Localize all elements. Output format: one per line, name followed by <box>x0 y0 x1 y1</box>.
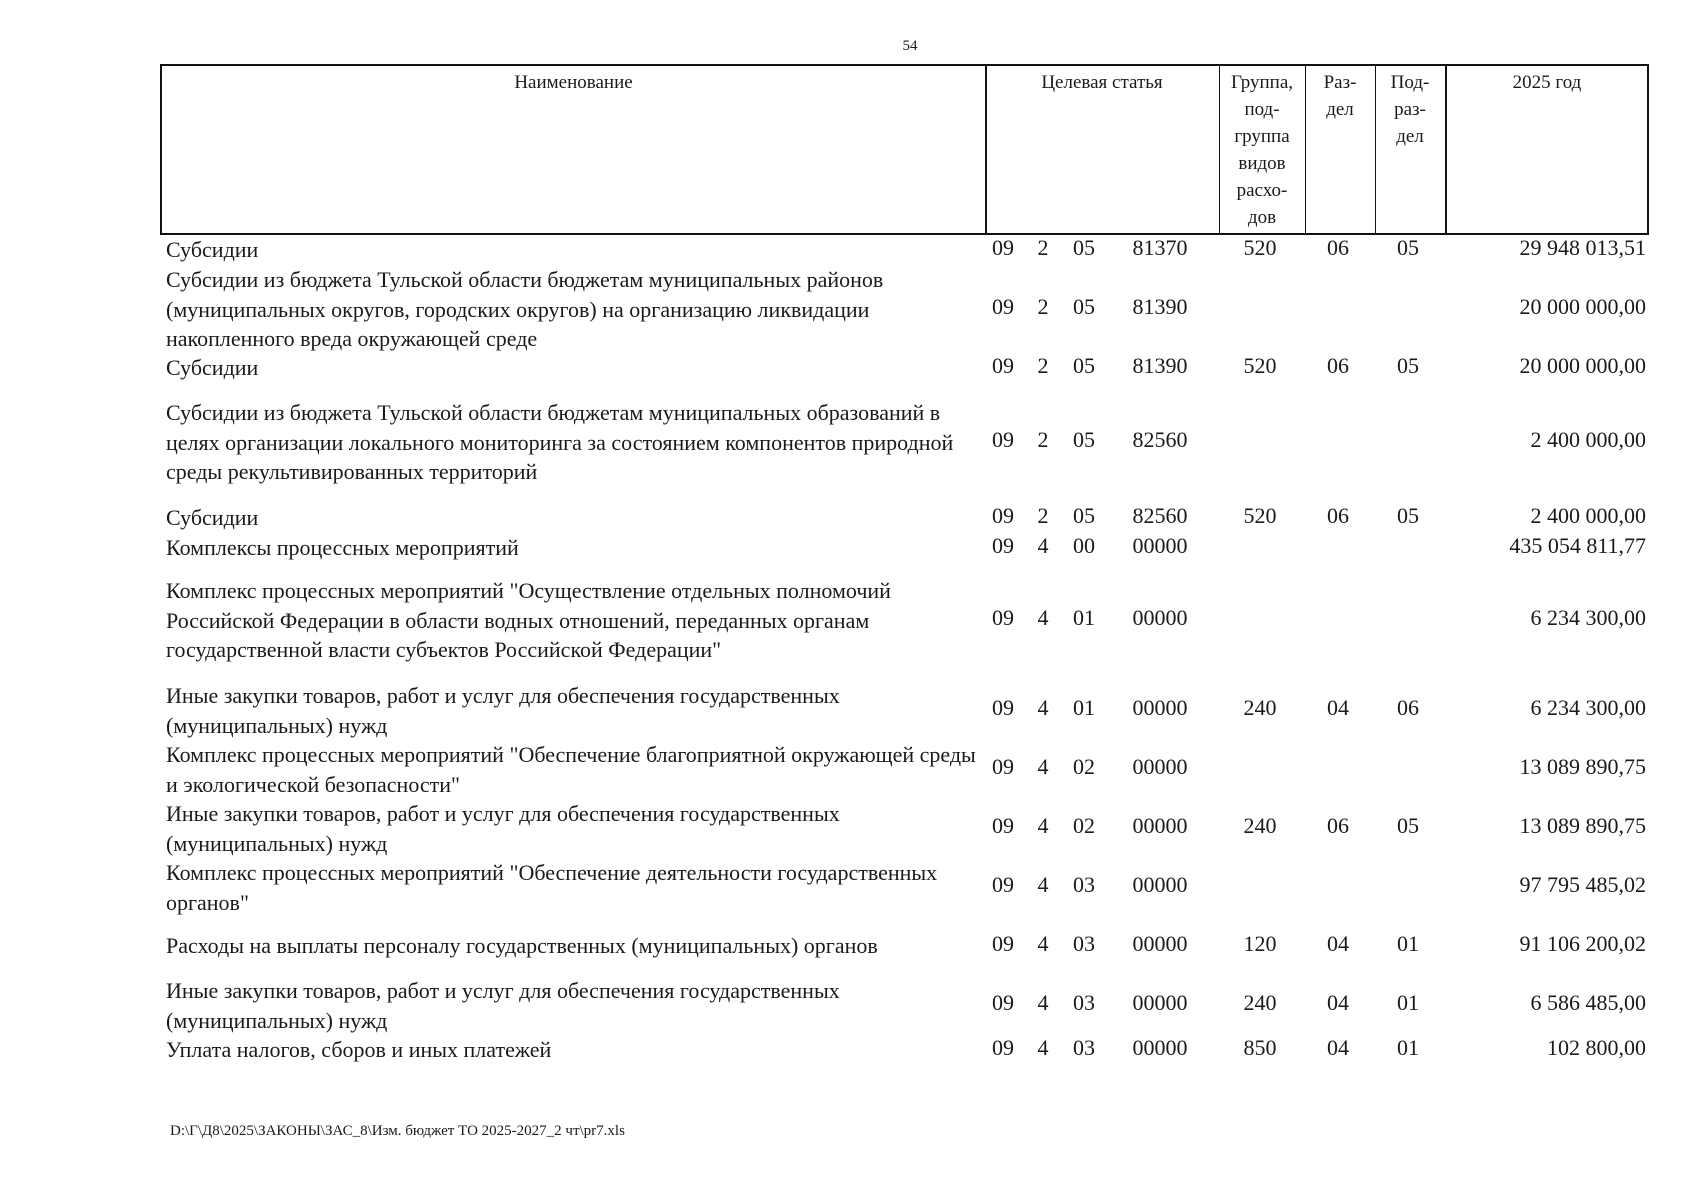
subsection-code: 06 <box>1397 695 1419 720</box>
target-article-program: 09 <box>992 235 1014 260</box>
amount-2025: 97 795 485,02 <box>1519 872 1646 897</box>
target-article-project: 05 <box>1073 353 1095 378</box>
table-row <box>160 740 1649 799</box>
header-line: видов <box>1238 153 1286 174</box>
target-article-direction: 00000 <box>1132 931 1188 956</box>
target-article-subprogram: 4 <box>1037 990 1049 1015</box>
page-number: 54 <box>902 38 918 54</box>
target-article-program: 09 <box>992 872 1014 897</box>
amount-2025: 13 089 890,75 <box>1519 813 1646 838</box>
target-article-project: 03 <box>1073 872 1095 897</box>
header-line: Под- <box>1390 72 1430 93</box>
row-name: Иные закупки товаров, работ и услуг для обеспечения государственных (муниципальных) нужд <box>166 801 840 856</box>
expense-group: 120 <box>1243 931 1277 956</box>
header-line: раз- <box>1394 99 1426 120</box>
column-header-name: Наименование <box>514 72 633 93</box>
expense-group: 240 <box>1243 813 1277 838</box>
expense-group: 240 <box>1243 695 1277 720</box>
table-row <box>160 398 1649 498</box>
target-article-program: 09 <box>992 813 1014 838</box>
target-article-project: 05 <box>1073 503 1095 528</box>
header-line: Раз- <box>1323 72 1357 93</box>
section-code: 06 <box>1327 353 1349 378</box>
target-article-program: 09 <box>992 294 1014 319</box>
amount-2025: 435 054 811,77 <box>1509 533 1646 558</box>
table-row <box>160 858 1649 920</box>
expense-group: 520 <box>1243 353 1277 378</box>
section-code: 04 <box>1327 931 1349 956</box>
subsection-code: 05 <box>1397 503 1419 528</box>
target-article-subprogram: 4 <box>1037 754 1049 779</box>
target-article-subprogram: 4 <box>1037 605 1049 630</box>
header-line: дел <box>1396 126 1424 147</box>
target-article-program: 09 <box>992 695 1014 720</box>
target-article-program: 09 <box>992 353 1014 378</box>
amount-2025: 20 000 000,00 <box>1519 294 1646 319</box>
row-name: Уплата налогов, сборов и иных платежей <box>166 1037 552 1062</box>
section-code: 06 <box>1327 813 1349 838</box>
target-article-project: 02 <box>1073 813 1095 838</box>
target-article-program: 09 <box>992 931 1014 956</box>
target-article-direction: 00000 <box>1132 990 1188 1015</box>
target-article-subprogram: 2 <box>1037 294 1049 319</box>
target-article-project: 05 <box>1073 235 1095 260</box>
target-article-direction: 00000 <box>1132 695 1188 720</box>
header-line: расхо- <box>1236 180 1288 201</box>
target-article-program: 09 <box>992 754 1014 779</box>
row-name: Субсидии <box>166 505 259 530</box>
table-row <box>160 799 1649 858</box>
file-path-footer: D:\Г\Д8\2025\ЗАКОНЫ\ЗАС_8\Изм. бюджет ТО 2025-2027_2 чт\pr7.xls <box>170 1123 625 1139</box>
header-line: группа <box>1234 126 1290 147</box>
amount-2025: 29 948 013,51 <box>1519 235 1646 260</box>
table-row <box>160 235 1649 265</box>
table-row <box>160 931 1649 971</box>
target-article-program: 09 <box>992 533 1014 558</box>
row-name: Комплекс процессных мероприятий "Обеспечение благоприятной окружающей среды и экологической безопасности" <box>166 742 976 797</box>
target-article-subprogram: 2 <box>1037 503 1049 528</box>
row-name: Субсидии из бюджета Тульской области бюджетам муниципальных образований в целях организации локального мониторинга за состоянием компонентов природной среды рекультивированных территорий <box>166 400 954 484</box>
subsection-code: 01 <box>1397 990 1419 1015</box>
target-article-subprogram: 4 <box>1037 872 1049 897</box>
target-article-direction: 00000 <box>1132 813 1188 838</box>
target-article-project: 03 <box>1073 990 1095 1015</box>
column-header-expense-group <box>1219 66 1305 233</box>
target-article-subprogram: 2 <box>1037 353 1049 378</box>
expense-group: 850 <box>1243 1035 1277 1060</box>
target-article-program: 09 <box>992 990 1014 1015</box>
column-header-year: 2025 год <box>1512 72 1582 93</box>
row-name: Иные закупки товаров, работ и услуг для обеспечения государственных (муниципальных) нужд <box>166 978 840 1033</box>
target-article-direction: 00000 <box>1132 533 1188 558</box>
column-header-target-article: Целевая статья <box>1041 72 1163 93</box>
target-article-project: 01 <box>1073 605 1095 630</box>
amount-2025: 2 400 000,00 <box>1530 427 1646 452</box>
row-name: Комплексы процессных мероприятий <box>166 535 519 560</box>
amount-2025: 13 089 890,75 <box>1519 754 1646 779</box>
target-article-subprogram: 2 <box>1037 235 1049 260</box>
target-article-program: 09 <box>992 427 1014 452</box>
row-name: Комплекс процессных мероприятий "Осуществление отдельных полномочий Российской Федерации в области водных отношений, переданных органам государственной власти субъектов Российской Федерации" <box>166 578 891 662</box>
target-article-subprogram: 2 <box>1037 427 1049 452</box>
section-code: 04 <box>1327 990 1349 1015</box>
subsection-code: 05 <box>1397 353 1419 378</box>
table-row <box>160 533 1649 573</box>
table-row <box>160 353 1649 398</box>
row-name: Иные закупки товаров, работ и услуг для обеспечения государственных (муниципальных) нужд <box>166 683 840 738</box>
target-article-subprogram: 4 <box>1037 813 1049 838</box>
target-article-subprogram: 4 <box>1037 1035 1049 1060</box>
subsection-code: 05 <box>1397 235 1419 260</box>
row-name: Субсидии из бюджета Тульской области бюджетам муниципальных районов (муниципальных округов, городских округов) на организацию ликвидации накопленного вреда окружающей среде <box>166 267 884 351</box>
row-name: Субсидии <box>166 355 259 380</box>
target-article-direction: 81390 <box>1132 353 1188 378</box>
subsection-code: 05 <box>1397 813 1419 838</box>
amount-2025: 91 106 200,02 <box>1519 931 1646 956</box>
amount-2025: 6 586 485,00 <box>1530 990 1646 1015</box>
target-article-direction: 00000 <box>1132 872 1188 897</box>
amount-2025: 102 800,00 <box>1547 1035 1646 1060</box>
target-article-subprogram: 4 <box>1037 695 1049 720</box>
target-article-direction: 81390 <box>1132 294 1188 319</box>
table-row <box>160 265 1649 353</box>
target-article-project: 01 <box>1073 695 1095 720</box>
amount-2025: 6 234 300,00 <box>1530 605 1646 630</box>
row-name: Комплекс процессных мероприятий "Обеспечение деятельности государственных органов" <box>166 860 938 915</box>
row-name: Расходы на выплаты персоналу государственных (муниципальных) органов <box>166 933 878 958</box>
expense-group: 520 <box>1243 503 1277 528</box>
target-article-program: 09 <box>992 1035 1014 1060</box>
table-row <box>160 1035 1649 1065</box>
table-row <box>160 681 1649 740</box>
subsection-code: 01 <box>1397 1035 1419 1060</box>
table-row <box>160 576 1649 676</box>
target-article-project: 03 <box>1073 931 1095 956</box>
expense-group: 520 <box>1243 235 1277 260</box>
target-article-project: 05 <box>1073 427 1095 452</box>
expense-group: 240 <box>1243 990 1277 1015</box>
target-article-project: 05 <box>1073 294 1095 319</box>
target-article-program: 09 <box>992 503 1014 528</box>
target-article-direction: 00000 <box>1132 1035 1188 1060</box>
amount-2025: 20 000 000,00 <box>1519 353 1646 378</box>
header-line: Группа, <box>1230 72 1294 93</box>
section-code: 04 <box>1327 1035 1349 1060</box>
target-article-direction: 00000 <box>1132 754 1188 779</box>
target-article-project: 00 <box>1073 533 1095 558</box>
target-article-project: 02 <box>1073 754 1095 779</box>
table-row <box>160 503 1649 533</box>
target-article-project: 03 <box>1073 1035 1095 1060</box>
target-article-direction: 00000 <box>1132 605 1188 630</box>
target-article-direction: 82560 <box>1132 503 1188 528</box>
amount-2025: 6 234 300,00 <box>1530 695 1646 720</box>
column-header-section <box>1305 66 1375 233</box>
table-row <box>160 976 1649 1035</box>
header-line: дов <box>1247 207 1277 228</box>
target-article-program: 09 <box>992 605 1014 630</box>
target-article-subprogram: 4 <box>1037 533 1049 558</box>
target-article-direction: 82560 <box>1132 427 1188 452</box>
amount-2025: 2 400 000,00 <box>1530 503 1646 528</box>
section-code: 06 <box>1327 503 1349 528</box>
column-header-subsection <box>1375 66 1445 233</box>
target-article-subprogram: 4 <box>1037 931 1049 956</box>
target-article-direction: 81370 <box>1132 235 1188 260</box>
row-name: Субсидии <box>166 237 259 262</box>
section-code: 04 <box>1327 695 1349 720</box>
section-code: 06 <box>1327 235 1349 260</box>
table-header <box>160 64 1649 235</box>
header-line: дел <box>1326 99 1354 120</box>
subsection-code: 01 <box>1397 931 1419 956</box>
header-line: под- <box>1244 99 1280 120</box>
